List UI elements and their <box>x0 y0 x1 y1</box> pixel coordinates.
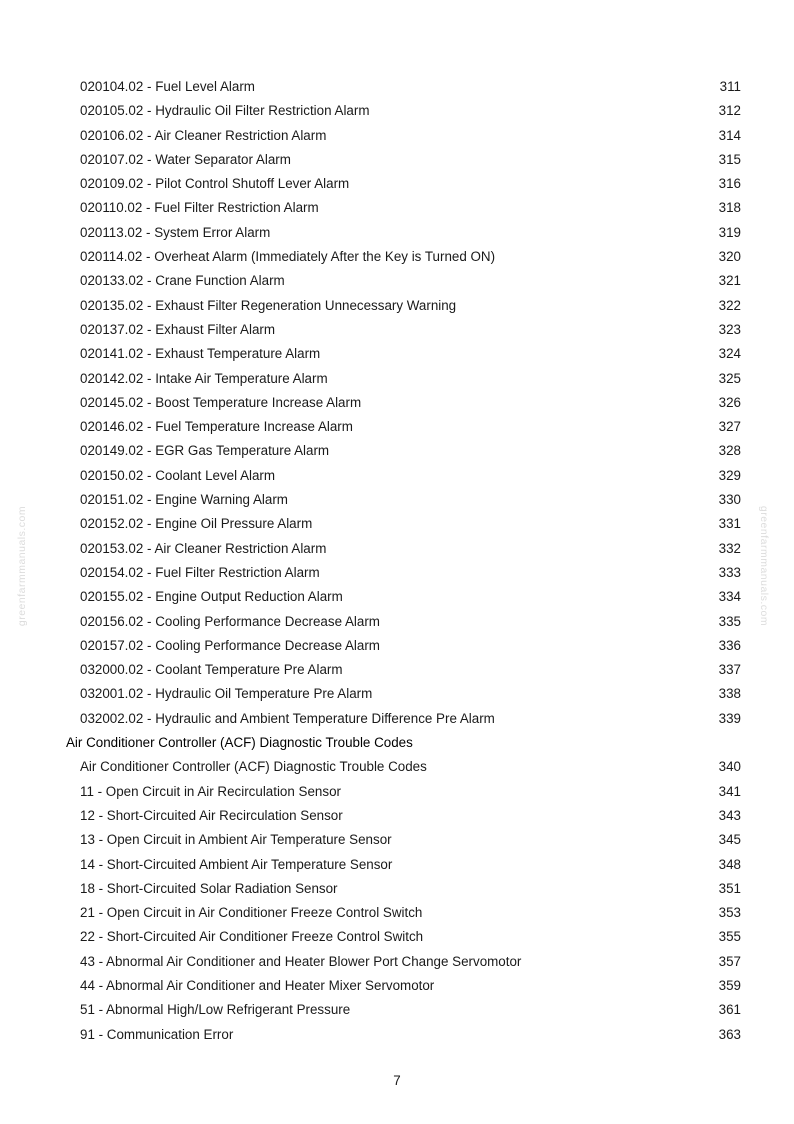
toc-entry-page-number: 340 <box>718 759 741 775</box>
toc-entry-title: 020109.02 - Pilot Control Shutoff Lever Alarm <box>80 176 350 192</box>
toc-entry-page-number: 363 <box>718 1026 741 1042</box>
toc-entry-page-number: 329 <box>718 467 741 483</box>
toc-entry-title: Air Conditioner Controller (ACF) Diagnostic Trouble Codes <box>80 759 427 775</box>
toc-entry-title: 020152.02 - Engine Oil Pressure Alarm <box>80 516 313 532</box>
toc-section-heading[interactable] <box>0 731 794 755</box>
toc-entry[interactable] <box>0 488 794 512</box>
toc-entry-page-number: 322 <box>718 297 741 313</box>
toc-entry-page-number: 335 <box>718 613 741 629</box>
toc-entry-page-number: 315 <box>718 151 741 167</box>
toc-entry[interactable] <box>0 828 794 852</box>
toc-entry-page-number: 318 <box>718 200 741 216</box>
toc-entry-page-number: 323 <box>718 321 741 337</box>
toc-entry-title: 020153.02 - Air Cleaner Restriction Alarm <box>80 540 327 556</box>
toc-entry-title: 91 - Communication Error <box>80 1026 234 1042</box>
toc-entry[interactable] <box>0 974 794 998</box>
watermark-left: greenfarmmanuals.com <box>16 505 28 627</box>
toc-entry-page-number: 341 <box>718 783 741 799</box>
toc-entry-title: 020110.02 - Fuel Filter Restriction Alarm <box>80 200 319 216</box>
toc-entry-title: 020151.02 - Engine Warning Alarm <box>80 492 288 508</box>
toc-entry-title: 020142.02 - Intake Air Temperature Alarm <box>80 370 328 386</box>
toc-entry[interactable] <box>0 950 794 974</box>
toc-entry[interactable] <box>0 148 794 172</box>
toc-entry-page-number: 325 <box>718 370 741 386</box>
toc-entry[interactable] <box>0 221 794 245</box>
toc-entry-page-number: 351 <box>718 880 741 896</box>
toc-entry-page-number: 321 <box>718 273 741 289</box>
toc-entry[interactable] <box>0 707 794 731</box>
toc-entry[interactable] <box>0 877 794 901</box>
toc-entry-title: 020133.02 - Crane Function Alarm <box>80 273 285 289</box>
toc-entry-page-number: 343 <box>718 807 741 823</box>
toc-entry-title: 032002.02 - Hydraulic and Ambient Temperature Difference Pre Alarm <box>80 710 495 726</box>
toc-entry-title: 22 - Short-Circuited Air Conditioner Freeze Control Switch <box>80 929 424 945</box>
watermark-right: greenfarmmanuals.com <box>758 505 770 627</box>
toc-entry[interactable] <box>0 901 794 925</box>
toc-entry-title: 020156.02 - Cooling Performance Decrease Alarm <box>80 613 380 629</box>
toc-entry-title: 020107.02 - Water Separator Alarm <box>80 151 291 167</box>
toc-entry[interactable] <box>0 512 794 536</box>
toc-entry-page-number: 348 <box>718 856 741 872</box>
toc-entry-title: 020135.02 - Exhaust Filter Regeneration Unnecessary Warning <box>80 297 457 313</box>
toc-entry-title: 020146.02 - Fuel Temperature Increase Alarm <box>80 419 353 435</box>
toc-entry-title: 020137.02 - Exhaust Filter Alarm <box>80 321 276 337</box>
toc-entry[interactable] <box>0 269 794 293</box>
toc-entry[interactable] <box>0 391 794 415</box>
toc-entry-page-number: 334 <box>718 589 741 605</box>
toc-entry-page-number: 355 <box>718 929 741 945</box>
toc-entry[interactable] <box>0 585 794 609</box>
toc-entry-page-number: 339 <box>718 710 741 726</box>
toc-entry-page-number: 314 <box>718 127 741 143</box>
toc-entry-title: 14 - Short-Circuited Ambient Air Temperature Sensor <box>80 856 393 872</box>
toc-entry-page-number: 337 <box>718 662 741 678</box>
toc-entry[interactable] <box>0 780 794 804</box>
toc-entry-page-number: 326 <box>718 394 741 410</box>
toc-entry-page-number: 324 <box>718 346 741 362</box>
toc-entry[interactable] <box>0 804 794 828</box>
toc-entry-page-number: 311 <box>719 79 741 94</box>
toc-entry-page-number: 359 <box>718 977 741 993</box>
toc-entry-title: 020155.02 - Engine Output Reduction Alarm <box>80 589 343 605</box>
toc-entry-title: 13 - Open Circuit in Ambient Air Temperature Sensor <box>80 832 392 848</box>
toc-entry[interactable] <box>0 464 794 488</box>
toc-entry-page-number: 357 <box>718 953 741 969</box>
toc-entry-page-number: 361 <box>718 1002 741 1018</box>
toc-entry-page-number: 327 <box>718 419 741 435</box>
toc-entry-title: 020105.02 - Hydraulic Oil Filter Restriction Alarm <box>80 103 370 119</box>
toc-entry[interactable] <box>0 172 794 196</box>
toc-entry[interactable] <box>0 998 794 1022</box>
toc-entry[interactable] <box>0 196 794 220</box>
toc-entry[interactable] <box>0 537 794 561</box>
toc-entry-page-number: 331 <box>718 516 741 532</box>
toc-entry-page-number: 332 <box>718 540 741 556</box>
toc-entry-title: 032000.02 - Coolant Temperature Pre Alarm <box>80 662 343 678</box>
toc-entry-title: 020157.02 - Cooling Performance Decrease Alarm <box>80 637 380 653</box>
toc-entry[interactable] <box>0 634 794 658</box>
toc-entry-page-number: 353 <box>718 905 741 921</box>
toc-entry[interactable] <box>0 610 794 634</box>
toc-entry[interactable] <box>0 1023 794 1047</box>
toc-entry-title: 020104.02 - Fuel Level Alarm <box>80 79 255 94</box>
toc-entry-title: 020114.02 - Overheat Alarm (Immediately After the Key is Turned ON) <box>80 249 496 265</box>
toc-entry[interactable] <box>0 99 794 123</box>
toc-entry[interactable] <box>0 853 794 877</box>
toc-entry-title: 18 - Short-Circuited Solar Radiation Sensor <box>80 880 338 896</box>
toc-entry-title: 020113.02 - System Error Alarm <box>80 224 271 240</box>
toc-entry-page-number: 312 <box>718 103 741 119</box>
toc-entry-title: 020106.02 - Air Cleaner Restriction Alarm <box>80 127 327 143</box>
toc-entry-title: 020149.02 - EGR Gas Temperature Alarm <box>80 443 330 459</box>
toc-entry-title: 44 - Abnormal Air Conditioner and Heater Mixer Servomotor <box>80 977 435 993</box>
toc-entry-page-number: 333 <box>718 564 741 580</box>
toc-entry-title: 032001.02 - Hydraulic Oil Temperature Pre Alarm <box>80 686 373 702</box>
toc-entry[interactable] <box>0 367 794 391</box>
toc-entry-page-number: 330 <box>718 492 741 508</box>
toc-entry-title: 21 - Open Circuit in Air Conditioner Freeze Control Switch <box>80 905 423 921</box>
toc-entry[interactable] <box>0 415 794 439</box>
toc-entry[interactable] <box>0 342 794 366</box>
toc-entry-page-number: 328 <box>718 443 741 459</box>
toc-entry[interactable] <box>0 561 794 585</box>
toc-entry-title: 43 - Abnormal Air Conditioner and Heater Blower Port Change Servomotor <box>80 953 522 969</box>
toc-entry[interactable] <box>0 925 794 949</box>
toc-entry[interactable] <box>0 682 794 706</box>
toc-entry-title: 020150.02 - Coolant Level Alarm <box>80 467 276 483</box>
toc-entry-page-number: 316 <box>718 176 741 192</box>
toc-entry-title: 12 - Short-Circuited Air Recirculation Sensor <box>80 807 343 823</box>
toc-entry[interactable] <box>0 124 794 148</box>
toc-entry-title: 020141.02 - Exhaust Temperature Alarm <box>80 346 321 362</box>
toc-entry[interactable] <box>0 755 794 779</box>
table-of-contents <box>0 75 794 1047</box>
toc-entry[interactable] <box>0 658 794 682</box>
toc-entry[interactable] <box>0 318 794 342</box>
toc-entry-title: 020145.02 - Boost Temperature Increase Alarm <box>80 394 362 410</box>
toc-section-entry-list <box>0 755 794 1047</box>
toc-entry-list <box>0 75 794 731</box>
toc-entry-page-number: 336 <box>718 637 741 653</box>
toc-entry[interactable] <box>0 439 794 463</box>
toc-entry-page-number: 338 <box>718 686 741 702</box>
toc-entry-title: 51 - Abnormal High/Low Refrigerant Pressure <box>80 1002 351 1018</box>
page-number: 7 <box>393 1073 401 1088</box>
toc-entry-title: 020154.02 - Fuel Filter Restriction Alarm <box>80 564 320 580</box>
toc-entry[interactable] <box>0 294 794 318</box>
section-title: Air Conditioner Controller (ACF) Diagnostic Trouble Codes <box>66 735 413 751</box>
toc-entry-page-number: 320 <box>718 249 741 265</box>
toc-entry-title: 11 - Open Circuit in Air Recirculation Sensor <box>80 783 341 799</box>
toc-entry-page-number: 319 <box>718 224 741 240</box>
toc-entry-page-number: 345 <box>718 832 741 848</box>
toc-entry[interactable] <box>0 75 794 99</box>
toc-entry[interactable] <box>0 245 794 269</box>
